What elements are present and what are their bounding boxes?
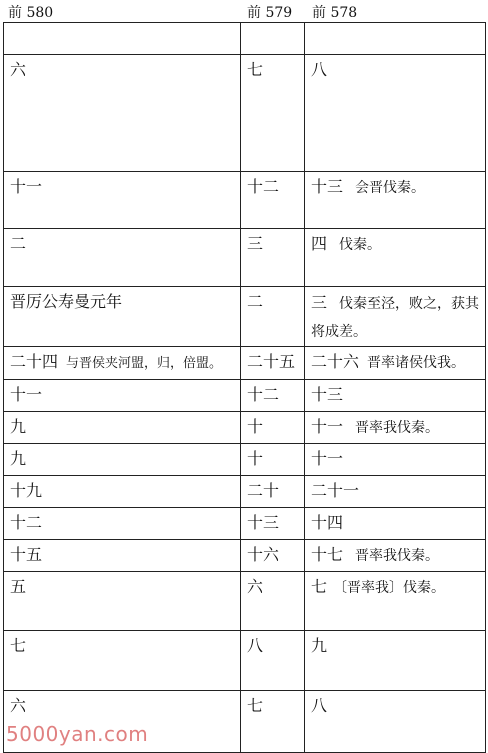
cell-578: 十七 晋率我伐秦。 [305,540,486,572]
table-row [4,172,486,229]
table-row [4,444,486,476]
cell-579: 六 [241,572,305,631]
cell-578 [305,23,486,55]
cell-580: 七 [4,631,241,691]
cell-580: 九 [4,412,241,444]
event-note: 与晋侯夹河盟，归，倍盟。 [66,356,223,371]
cell-578: 十一 [305,444,486,476]
cell-579: 十三 [241,508,305,540]
cell-580: 五 [4,572,241,631]
event-note: 晋率诸侯伐我。 [367,355,466,371]
cell-579: 七 [241,691,305,753]
cell-579: 十二 [241,172,305,229]
table-row [4,540,486,572]
cell-580: 十九 [4,476,241,508]
table-row [4,508,486,540]
site-watermark: 5000yan.com [6,722,149,746]
cell-579: 八 [241,631,305,691]
cell-579: 十六 [241,540,305,572]
cell-580: 十二 [4,508,241,540]
cell-578: 二十一 [305,476,486,508]
cell-578: 十四 [305,508,486,540]
cell-580: 六 [4,691,241,753]
cell-578: 二十六 晋率诸侯伐我。 [305,347,486,380]
cell-579: 二十 [241,476,305,508]
cell-579: 三 [241,229,305,287]
table-row [4,347,486,380]
table-row [4,412,486,444]
cell-580: 九 [4,444,241,476]
header-year-578: 前 578 [312,5,358,21]
cell-579 [241,23,305,55]
table-row [4,55,486,172]
event-note: 伐秦。 [339,237,382,253]
cell-580: 十一 [4,380,241,412]
cell-580: 十一 [4,172,241,229]
table-row [4,287,486,347]
cell-578: 八 [305,55,486,172]
cell-579: 十 [241,444,305,476]
table-row [4,476,486,508]
table-row [4,572,486,631]
cell-578: 十三 [305,380,486,412]
table-row [4,229,486,287]
cell-580: 晋厉公寿曼元年 [4,287,241,347]
cell-580: 二十四 与晋侯夹河盟，归，倍盟。 [4,347,241,380]
event-note: 伐秦至泾，败之，获其将成差。 [311,296,480,340]
cell-578: 三 伐秦至泾，败之，获其将成差。 [305,287,486,347]
event-note: 晋率我伐秦。 [355,548,440,564]
cell-579: 七 [241,55,305,172]
cell-578: 四 伐秦。 [305,229,486,287]
cell-579: 二十五 [241,347,305,380]
table-row [4,23,486,55]
table-row [4,380,486,412]
cell-578: 八 [305,691,486,753]
cell-580 [4,23,241,55]
cell-579: 二 [241,287,305,347]
cell-579: 十二 [241,380,305,412]
cell-578: 七 〔晋率我〕伐秦。 [305,572,486,631]
cell-578: 十三 会晋伐秦。 [305,172,486,229]
cell-580: 十五 [4,540,241,572]
event-note: 晋率我伐秦。 [355,420,440,436]
table-row [4,631,486,691]
cell-580: 二 [4,229,241,287]
chronology-table [3,22,486,753]
header-year-579: 前 579 [247,5,293,21]
event-note: 〔晋率我〕伐秦。 [333,580,446,596]
header-year-580: 前 580 [8,5,54,21]
cell-579: 十 [241,412,305,444]
event-note: 会晋伐秦。 [355,180,426,196]
cell-578: 九 [305,631,486,691]
cell-578: 十一 晋率我伐秦。 [305,412,486,444]
cell-580: 六 [4,55,241,172]
